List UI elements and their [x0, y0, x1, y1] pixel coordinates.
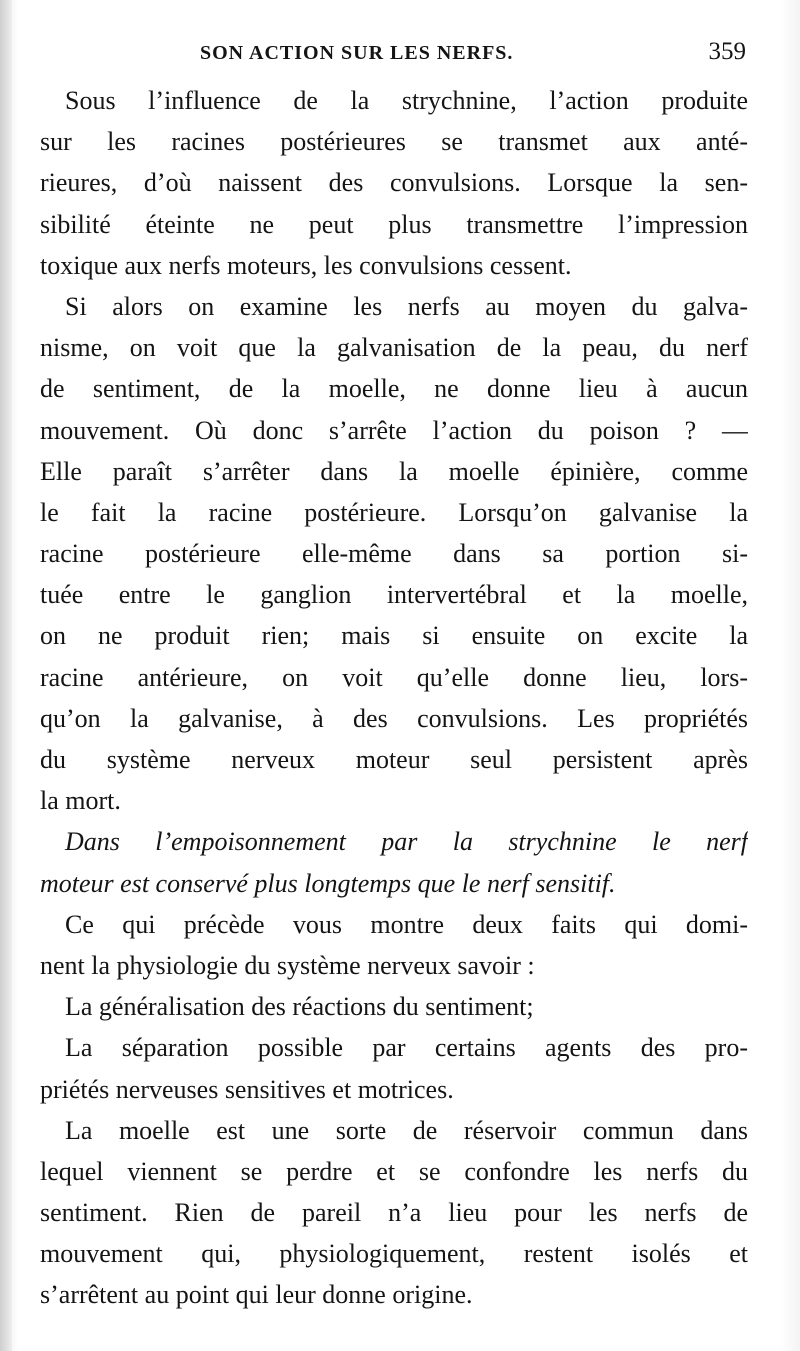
text-line: sentiment. Rien de pareil n’a lieu pour les nerfs de [40, 1198, 748, 1228]
text-line: s’arrêtent au point qui leur donne origine. [40, 1280, 473, 1310]
text-line: La moelle est une sorte de réservoir commun dans [65, 1115, 748, 1145]
text-line: mouvement. Où donc s’arrête l’action du poison ? — [40, 415, 748, 445]
text-line: Si alors on examine les nerfs au moyen du galva- [65, 291, 748, 321]
page-number: 359 [708, 38, 746, 65]
paragraph [40, 286, 748, 821]
text-line: mouvement qui, physiologiquement, restent isolés et [40, 1239, 748, 1269]
text-line: moteur est conservé plus longtemps que le nerf sensitif. [40, 868, 616, 898]
paragraph [40, 821, 748, 903]
text-line: toxique aux nerfs moteurs, les convulsions cessent. [40, 250, 572, 280]
text-line: on ne produit rien; mais si ensuite on excite la [40, 621, 748, 651]
paragraph [40, 1027, 748, 1109]
paragraph [40, 80, 748, 286]
text-line: de sentiment, de la moelle, ne donne lieu à aucun [40, 374, 748, 404]
text-line: du système nerveux moteur seul persistent après [40, 745, 748, 774]
text-line: sur les racines postérieures se transmet aux anté- [40, 127, 748, 157]
text-line: Dans l’empoisonnement par la strychnine le nerf [65, 827, 748, 857]
text-line: tuée entre le ganglion intervertébral et la moelle, [40, 580, 748, 610]
text-line: qu’on la galvanise, à des convulsions. Les propriétés [40, 703, 748, 733]
text-line: Sous l’influence de la strychnine, l’action produite [65, 86, 748, 115]
page-header [40, 36, 748, 76]
paragraph [40, 986, 748, 1027]
text-line: nent la physiologie du système nerveux savoir : [40, 950, 535, 980]
text-line: Ce qui précède vous montre deux faits qui domi- [65, 909, 748, 939]
text-line: racine postérieure elle-même dans sa portion si- [40, 539, 748, 569]
text-line: Elle paraît s’arrêter dans la moelle épinière, comme [40, 456, 748, 486]
page-gutter-shadow [0, 0, 12, 1351]
text-line: nisme, on voit que la galvanisation de la peau, du nerf [40, 333, 748, 363]
text-line: la mort. [40, 786, 121, 816]
text-line: rieures, d’où naissent des convulsions. Lorsque la sen- [40, 168, 748, 198]
text-line: La séparation possible par certains agents des pro- [65, 1033, 748, 1063]
paragraph [40, 904, 748, 986]
text-line: lequel viennent se perdre et se confondre les nerfs du [40, 1156, 748, 1186]
text-line: sibilité éteinte ne peut plus transmettre l’impression [40, 209, 748, 239]
text-line: La généralisation des réactions du sentiment; [65, 992, 534, 1022]
paragraph [40, 1110, 748, 1316]
body-text [40, 80, 748, 1316]
text-line: priétés nerveuses sensitives et motrices. [40, 1074, 454, 1104]
text-line: le fait la racine postérieure. Lorsqu’on galvanise la [40, 497, 748, 527]
text-line: racine antérieure, on voit qu’elle donne lieu, lors- [40, 662, 748, 692]
running-head: SON ACTION SUR LES NERFS. [200, 42, 514, 64]
